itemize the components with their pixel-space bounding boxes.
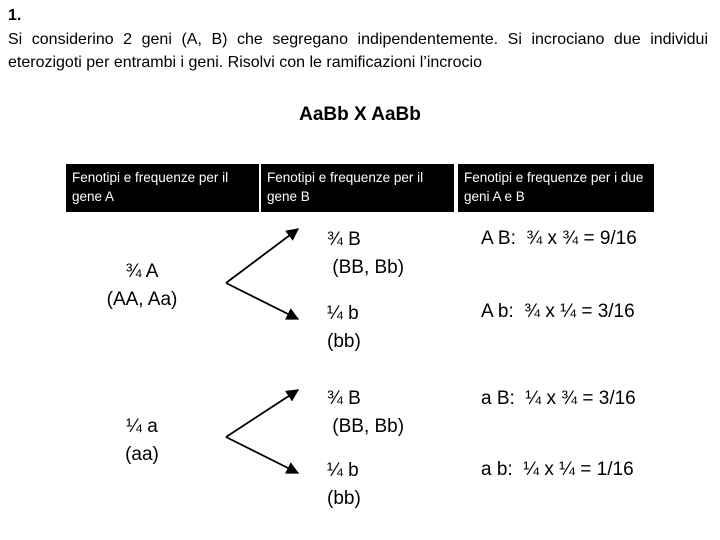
gene-b-row-1-genotypes: (BB, Bb) — [327, 257, 405, 278]
gene-a-dominant-genotypes: (AA, Aa) — [106, 289, 178, 310]
gene-b-row-2-fraction: ¼ b — [327, 303, 359, 324]
branch-arrow-A-B — [226, 229, 298, 283]
branch-arrow-A-b — [226, 283, 298, 319]
result-Ab: A b: ¾ x ¼ = 3/16 — [481, 301, 635, 322]
gene-b-row-4 — [327, 457, 361, 513]
gene-a-dominant-fraction: ¾ A — [125, 261, 159, 282]
gene-b-row-3-genotypes: (BB, Bb) — [327, 416, 405, 437]
gene-b-row-1 — [327, 226, 404, 282]
result-ab: a b: ¼ x ¼ = 1/16 — [481, 459, 634, 480]
result-aB: a B: ¼ x ¾ = 3/16 — [481, 388, 636, 409]
header-genes-ab: Fenotipi e frequenze per i due geni A e B — [458, 164, 654, 212]
gene-b-row-1-fraction: ¾ B — [327, 229, 361, 250]
branch-arrow-a-B — [226, 390, 298, 437]
gene-a-recessive-genotypes: (aa) — [125, 444, 159, 465]
exercise-number: 1. — [8, 7, 22, 24]
cross-title: AaBb X AaBb — [299, 104, 421, 125]
gene-b-row-3-fraction: ¾ B — [327, 388, 361, 409]
header-gene-b: Fenotipi e frequenze per il gene B — [261, 164, 454, 212]
gene-b-row-3 — [327, 385, 404, 441]
gene-b-row-4-fraction: ¼ b — [327, 460, 359, 481]
gene-b-row-4-genotypes: (bb) — [327, 488, 361, 509]
header-gene-a: Fenotipi e frequenze per il gene A — [66, 164, 259, 212]
gene-b-row-2-genotypes: (bb) — [327, 331, 361, 352]
branch-arrow-a-b — [226, 437, 298, 473]
gene-b-row-2 — [327, 300, 361, 356]
exercise-text: Si considerino 2 geni (A, B) che segregano indipendentemente. Si incrociano due individui eterozigoti per entrambi i geni. Risolvi con le ramificazioni l’incrocio — [8, 31, 708, 71]
gene-a-recessive-fraction: ¼ a — [126, 416, 158, 437]
result-AB: A B: ¾ x ¾ = 9/16 — [481, 228, 637, 249]
